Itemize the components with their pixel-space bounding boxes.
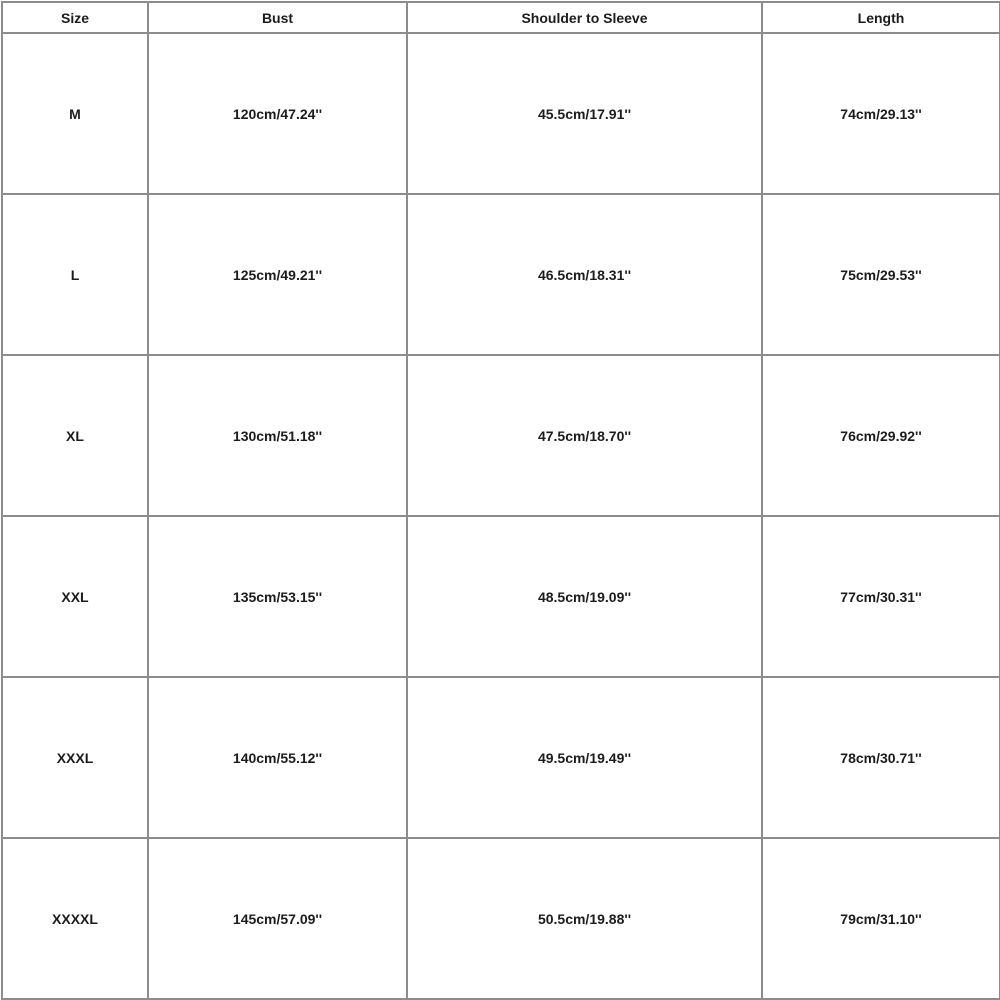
cell-bust: 145cm/57.09'' xyxy=(148,838,407,999)
table-row xyxy=(2,355,1000,516)
cell-length: 79cm/31.10'' xyxy=(762,838,1000,999)
cell-shoulder-to-sleeve: 45.5cm/17.91'' xyxy=(407,33,762,194)
cell-shoulder-to-sleeve: 47.5cm/18.70'' xyxy=(407,355,762,516)
size-chart-table xyxy=(1,1,1000,1000)
table-row xyxy=(2,677,1000,838)
cell-size: XXXXL xyxy=(2,838,148,999)
cell-size: M xyxy=(2,33,148,194)
cell-shoulder-to-sleeve: 46.5cm/18.31'' xyxy=(407,194,762,355)
cell-bust: 120cm/47.24'' xyxy=(148,33,407,194)
table-header xyxy=(2,2,1000,33)
cell-shoulder-to-sleeve: 49.5cm/19.49'' xyxy=(407,677,762,838)
cell-length: 78cm/30.71'' xyxy=(762,677,1000,838)
cell-bust: 125cm/49.21'' xyxy=(148,194,407,355)
cell-shoulder-to-sleeve: 48.5cm/19.09'' xyxy=(407,516,762,677)
table-row xyxy=(2,516,1000,677)
header-row xyxy=(2,2,1000,33)
header-bust: Bust xyxy=(148,2,407,33)
table-row xyxy=(2,194,1000,355)
table-row xyxy=(2,838,1000,999)
table-body xyxy=(2,33,1000,999)
header-length: Length xyxy=(762,2,1000,33)
cell-shoulder-to-sleeve: 50.5cm/19.88'' xyxy=(407,838,762,999)
cell-length: 77cm/30.31'' xyxy=(762,516,1000,677)
table-row xyxy=(2,33,1000,194)
cell-bust: 130cm/51.18'' xyxy=(148,355,407,516)
cell-size: XL xyxy=(2,355,148,516)
cell-bust: 140cm/55.12'' xyxy=(148,677,407,838)
cell-size: XXL xyxy=(2,516,148,677)
header-shoulder-to-sleeve: Shoulder to Sleeve xyxy=(407,2,762,33)
cell-size: XXXL xyxy=(2,677,148,838)
cell-bust: 135cm/53.15'' xyxy=(148,516,407,677)
cell-size: L xyxy=(2,194,148,355)
cell-length: 75cm/29.53'' xyxy=(762,194,1000,355)
cell-length: 76cm/29.92'' xyxy=(762,355,1000,516)
header-size: Size xyxy=(2,2,148,33)
cell-length: 74cm/29.13'' xyxy=(762,33,1000,194)
